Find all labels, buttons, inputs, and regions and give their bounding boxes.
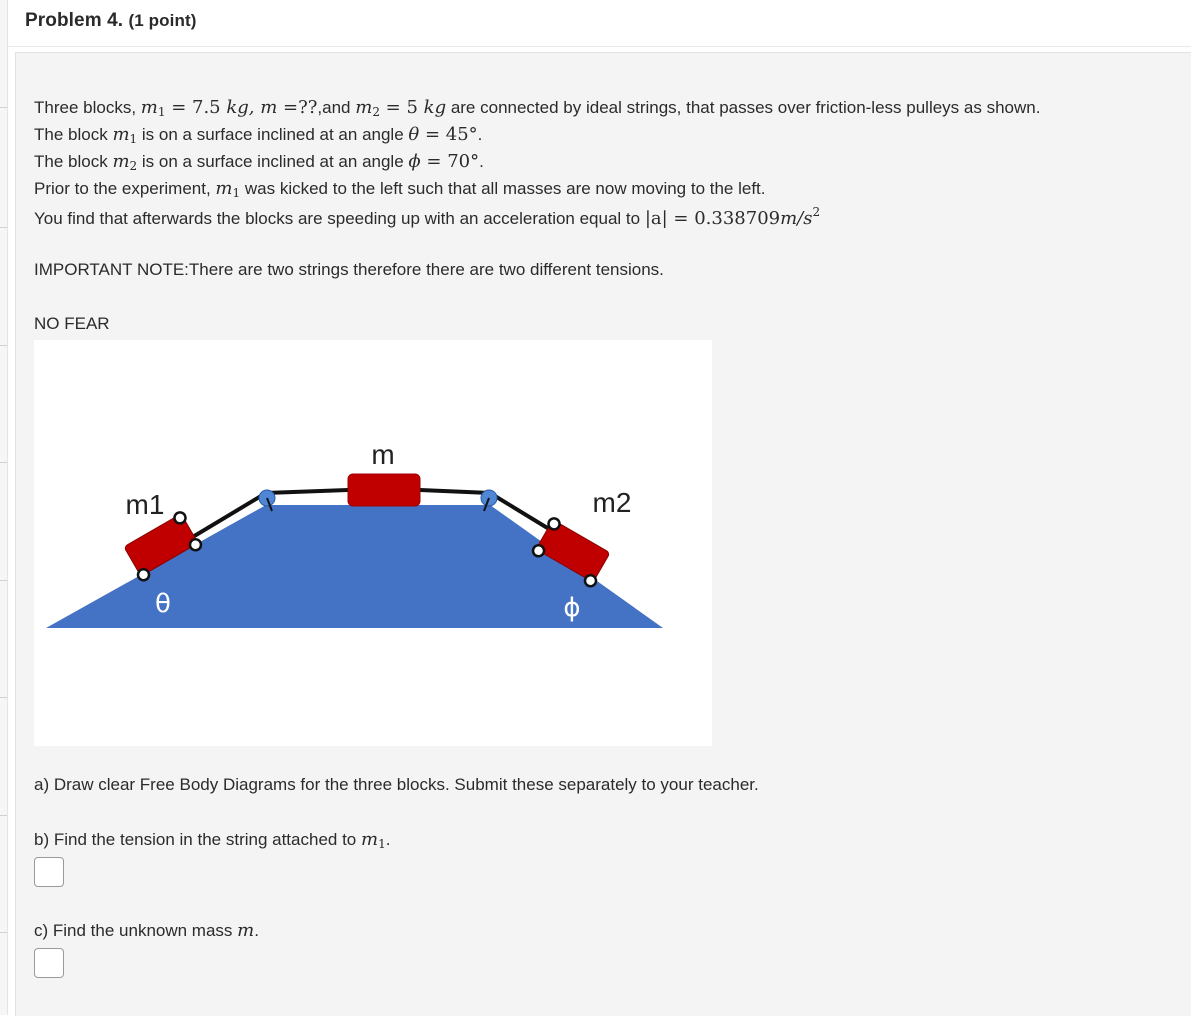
math-subscript: 1 xyxy=(378,837,386,851)
math-symbol: m xyxy=(360,829,379,850)
math-subscript: 2 xyxy=(372,105,380,119)
problem-number: Problem 4. xyxy=(25,10,124,31)
problem-points: (1 point) xyxy=(128,11,197,30)
math-symbol: m xyxy=(237,920,255,941)
important-note: IMPORTANT NOTE:There are two strings therefore there are two different tensions. xyxy=(34,260,664,279)
text: ,and xyxy=(317,98,356,117)
rail-tick xyxy=(0,815,7,816)
no-fear-label: NO FEAR xyxy=(34,314,110,333)
question-b xyxy=(34,829,390,851)
label-m: m xyxy=(371,439,395,470)
rail-tick xyxy=(0,932,7,933)
math-symbol: m xyxy=(140,97,158,118)
text: Prior to the experiment, xyxy=(34,179,216,198)
text: You find that afterwards the blocks are speeding up with an acceleration equal to xyxy=(34,209,645,228)
pulley-diagram xyxy=(34,340,712,746)
problem-line-3 xyxy=(34,151,484,173)
label-theta: θ xyxy=(155,589,171,619)
text: . xyxy=(254,921,259,940)
problem-line-4 xyxy=(34,178,766,200)
problem-line-1 xyxy=(34,97,1040,119)
text: are connected by ideal strings, that passes over friction-less pulleys as shown. xyxy=(446,98,1041,117)
problem-title xyxy=(25,10,196,32)
math-symbol: θ xyxy=(408,124,420,145)
text: b) Find the tension in the string attached to xyxy=(34,830,361,849)
math-symbol: m xyxy=(112,124,130,145)
math-symbol: m xyxy=(112,151,130,172)
rail-tick xyxy=(0,107,7,108)
text: The block xyxy=(34,125,113,144)
math-value: = 45° xyxy=(419,124,478,145)
answer-input-c[interactable] xyxy=(34,948,64,978)
text: c) Find the unknown mass xyxy=(34,921,238,940)
math-symbol: m xyxy=(215,178,233,199)
question-c xyxy=(34,920,259,941)
math-subscript: 2 xyxy=(129,159,138,173)
problem-line-5 xyxy=(34,205,820,229)
label-m1: m1 xyxy=(125,489,165,520)
text: is on a surface inclined at an angle xyxy=(137,125,409,144)
math-value: |a| = 0.338709 xyxy=(644,208,781,229)
math-value: = 5 xyxy=(379,97,424,118)
text: is on a surface inclined at an angle xyxy=(137,152,409,171)
math-symbol: ϕ xyxy=(408,151,421,172)
math-value: = 7.5 xyxy=(165,97,227,118)
pulley-diagram-svg xyxy=(34,340,712,746)
label-phi: ϕ xyxy=(563,593,581,623)
text: . xyxy=(477,125,483,144)
math-unit: kg, m xyxy=(226,97,278,118)
rail-tick xyxy=(0,462,7,463)
left-rail xyxy=(0,0,8,1015)
math-unit: kg xyxy=(423,97,447,118)
rail-tick xyxy=(0,227,7,228)
rail-tick xyxy=(0,345,7,346)
text: . xyxy=(385,830,391,849)
rail-tick xyxy=(0,580,7,581)
rail-tick xyxy=(0,697,7,698)
math-exponent: 2 xyxy=(812,205,821,219)
block-m xyxy=(348,474,420,506)
math-subscript: 1 xyxy=(129,132,138,146)
math-subscript: 1 xyxy=(157,105,166,119)
text: Three blocks, xyxy=(34,98,141,117)
label-m2: m2 xyxy=(592,487,632,518)
problem-header xyxy=(8,0,1191,47)
answer-input-b[interactable] xyxy=(34,857,64,887)
text: was kicked to the left such that all masses are now moving to the left. xyxy=(240,179,766,198)
math-symbol: m xyxy=(355,97,373,118)
text: . xyxy=(479,152,484,171)
math-subscript: 1 xyxy=(232,186,241,200)
math-value: = 70° xyxy=(420,151,480,172)
math-unit: m/s xyxy=(780,208,813,229)
text: The block xyxy=(34,152,113,171)
question-a: a) Draw clear Free Body Diagrams for the three blocks. Submit these separately to your teacher. xyxy=(34,775,759,794)
math-value: =?? xyxy=(277,97,318,118)
problem-line-2 xyxy=(34,124,482,146)
